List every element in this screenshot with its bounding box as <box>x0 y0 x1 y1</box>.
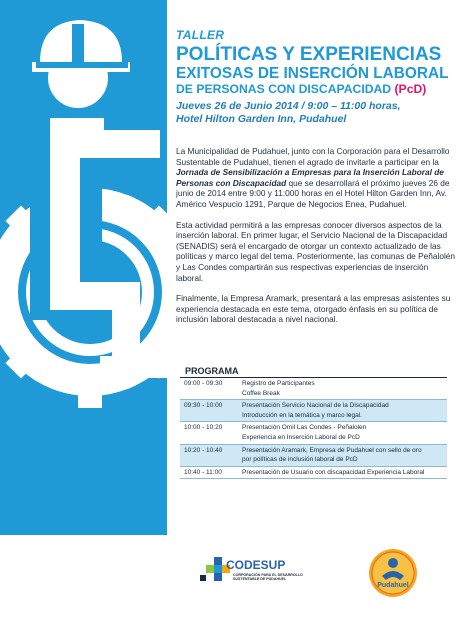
pudahuel-logo-icon <box>368 548 418 598</box>
paragraph-2: Esta actividad permitirá a las empresas conocer diversos aspectos de la inserción laboral. En primer lugar, el Servicio Nacional de la Discapacidad (SENADIS) será el encargado de otorgar un contexto actualizado de las políticas y marco legal del tema. Posteriormente, las comunas de Peñalolén y Las Condes compartirán sus respectivas experiencias de inserción laboral. <box>176 219 456 283</box>
program-title: PROGRAMA <box>180 366 447 378</box>
paragraph-1-emphasis: Jornada de Sensibilización a Empresas para la Inserción Laboral de Personas con Discapacidad <box>176 167 444 188</box>
program-rows <box>180 378 447 479</box>
invitation-body <box>176 146 456 335</box>
codesup-sub-1: CORPORACIÓN PARA EL DESARROLLO <box>233 573 303 577</box>
program-description <box>242 446 447 465</box>
program-description-line-2: Introducción en la temática y marco legal. <box>242 411 362 419</box>
program-row <box>180 378 447 400</box>
title-line-1: POLÍTICAS Y EXPERIENCIAS <box>176 44 442 65</box>
pudahuel-name: Pudahuel <box>377 582 409 589</box>
program-description <box>242 379 447 398</box>
program-row <box>180 467 447 480</box>
title-line-2: EXITOSAS DE INSERCIÓN LABORAL <box>176 65 449 82</box>
program-description-line-1: Presentación Servicio Nacional de la Discapacidad <box>242 402 389 410</box>
title-pcd: (PcD) <box>394 82 427 96</box>
program-time: 09:30 - 10:00 <box>184 402 223 410</box>
paragraph-3: Finalmente, la Empresa Aramark, presentará a las empresas asistentes su experiencia destacada en este tema, otorgado énfasis en su política de inclusión laboral destacada a nivel nacional. <box>176 293 451 325</box>
date-line-1: Jueves 26 de Junio 2014 / 9:00 – 11:00 horas, <box>176 100 401 112</box>
program-description-line-1: Presentación Aramark, Empresa de Pudahuel con sello de oro <box>242 446 422 454</box>
program-description <box>242 423 447 442</box>
program-table <box>180 366 447 479</box>
program-description-line-2: Coffee Break <box>242 389 280 397</box>
paragraph-1-c: que se desarrollará el próximo jueves 26 de junio de 2014 entre 9:00 y 11:000 horas en el Hotel Hilton Garden Inn, Av. Américo Vespucio 1291, Parque de Negocios Enea, Pudahuel. <box>176 177 450 209</box>
program-description-line-1: Registro de Participantes <box>242 380 315 387</box>
program-row <box>180 422 447 444</box>
codesup-logo-icon <box>200 555 318 585</box>
program-time: 10:00 - 10:20 <box>184 424 223 432</box>
program-time: 10:40 - 11:00 <box>184 468 222 476</box>
program-row <box>180 445 447 467</box>
program-description-line-1: Presentación Omil Las Condes - Peñalolen <box>242 424 367 432</box>
program-description-line-1: Presentación de Usuario con discapacidad Experiencia Laboral <box>242 468 425 476</box>
program-time: 09:00 - 09:30 <box>184 380 223 387</box>
event-type: TALLER <box>176 28 225 42</box>
header <box>176 28 460 126</box>
wheelchair-worker-emblem-icon <box>0 0 175 470</box>
paragraph-1-a: La Municipalidad de Pudahuel, junto con la Corporación para el Desarrollo Sustentable de Pudahuel, tienen el agrado de invitarle a participar en la <box>176 146 450 167</box>
codesup-sub-2: SUSTENTABLE DE PUDAHUEL <box>233 577 287 581</box>
program-description-line-2: por políticas de inclusión laboral de PcD <box>242 456 358 464</box>
program-description <box>242 401 447 420</box>
title-line-3-text: DE PERSONAS CON DISCAPACIDAD <box>176 82 392 96</box>
codesup-name: CODESUP <box>226 558 286 572</box>
program-row <box>180 400 447 422</box>
program-description <box>242 468 447 478</box>
paragraph-1 <box>176 146 456 210</box>
title-line-3 <box>176 82 460 97</box>
date-line-2: Hotel Hilton Garden Inn, Pudahuel <box>176 113 347 125</box>
program-time: 10:20 - 10:40 <box>184 446 223 454</box>
program-description-line-2: Experiencia en Inserción Laboral de PcD <box>242 433 360 441</box>
